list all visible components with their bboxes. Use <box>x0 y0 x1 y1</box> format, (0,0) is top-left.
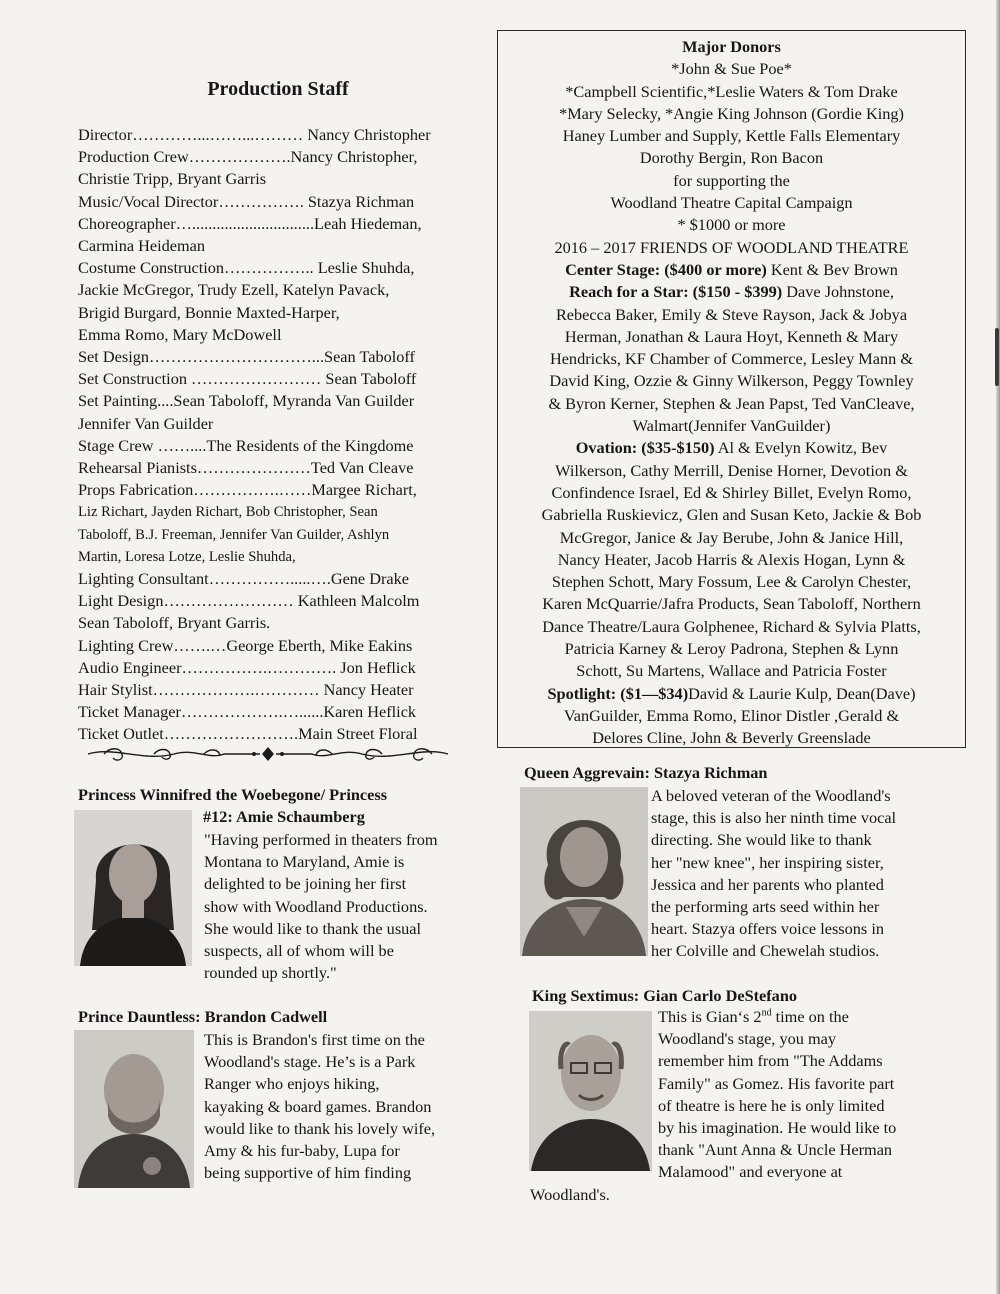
donors-line: Schott, Su Martens, Wallace and Patricia Foster <box>576 661 887 681</box>
bio-heading-sextimus: King Sextimus: Gian Carlo DeStefano <box>532 986 798 1005</box>
staff-line: Ticket Manager……………….…......Karen Heflick <box>78 702 417 722</box>
staff-line: Liz Richart, Jayden Richart, Bob Christopher, Sean <box>78 504 378 521</box>
donors-line: Gabriella Ruskievicz, Glen and Susan Keto, Jackie & Bob <box>541 505 922 525</box>
staff-line: Jackie McGregor, Trudy Ezell, Katelyn Pavack, <box>78 280 390 300</box>
staff-line: Music/Vocal Director……………. Stazya Richman <box>78 191 415 211</box>
bio-line: Malamood" and everyone at <box>658 1162 843 1182</box>
donors-line: *Campbell Scientific,*Leslie Waters & Tom Drake <box>565 81 898 101</box>
staff-line: Director…………...……...……… Nancy Christopher <box>78 125 431 144</box>
staff-line: Christie Tripp, Bryant Garris <box>78 169 267 189</box>
bio-line: her "new knee", her inspiring sister, <box>651 852 884 872</box>
staff-line: Choreographer…..............................Leah Hiedeman, <box>78 213 422 233</box>
donors-line: Walmart(Jennifer VanGuilder) <box>632 416 831 436</box>
headshot-stazya-richman <box>520 787 648 956</box>
ornament-divider <box>84 742 452 766</box>
bio-heading-winnifred-name: #12: Amie Schaumberg <box>203 807 365 826</box>
major-donors-box <box>497 30 966 748</box>
staff-line: Light Design…………………… Kathleen Malcolm <box>78 591 420 611</box>
bio-line: This is Gian‘s 2nd time on the <box>658 1007 849 1026</box>
ovation-tier: Ovation: ($35-$150) Al & Evelyn Kowitz, Bev <box>575 438 888 458</box>
bio-text-winnifred <box>204 829 438 984</box>
staff-line: Audio Engineer…………….…………. Jon Heflick <box>78 657 416 677</box>
bio-line: Family" as Gomez. His favorite part <box>658 1073 895 1093</box>
donors-line: VanGuilder, Emma Romo, Elinor Distler ,Gerald & <box>563 705 900 725</box>
donors-line: Nancy Heater, Jacob Harris & Alexis Hogan, Lynn & <box>557 549 906 569</box>
binding-mark <box>995 328 999 386</box>
bio-text-aggrevain <box>651 785 896 963</box>
bio-line: Woodland's. <box>530 1185 610 1204</box>
donors-line: Confindence Israel, Ed & Shirley Billet, Evelyn Romo, <box>551 482 912 502</box>
reach-star-tier: Reach for a Star: ($150 - $399) Dave Johnstone, <box>569 282 894 302</box>
tier-label: Spotlight: ($1—$34) <box>547 683 689 703</box>
headshot-amie-schaumberg <box>74 810 192 966</box>
staff-line: Set Construction …………………… Sean Taboloff <box>78 369 417 389</box>
donors-line: David King, Ozzie & Ginny Wilkerson, Peggy Townley <box>549 371 914 391</box>
staff-line: Production Crew……………….Nancy Christopher, <box>78 147 418 167</box>
headshot-gian-carlo-destefano <box>529 1011 652 1171</box>
donors-line: Woodland Theatre Capital Campaign <box>610 193 853 213</box>
staff-line: Jennifer Van Guilder <box>78 413 214 433</box>
staff-line: Taboloff, B.J. Freeman, Jennifer Van Guilder, Ashlyn <box>78 526 390 543</box>
bio-line: remember him from "The Addams <box>658 1051 883 1071</box>
bio-line: kayaking & board games. Brandon <box>204 1096 432 1116</box>
bio-line: suspects, all of whom will be <box>204 941 394 961</box>
donors-line: Dorothy Bergin, Ron Bacon <box>639 148 824 168</box>
staff-line: Rehearsal Pianists…………………Ted Van Cleave <box>78 458 414 478</box>
page-edge <box>996 0 1000 1294</box>
donors-line: Stephen Schott, Mary Fossum, Lee & Carolyn Chester, <box>551 572 912 592</box>
headshot-brandon-cadwell <box>74 1030 194 1188</box>
bio-heading-aggrevain: Queen Aggrevain: Stazya Richman <box>524 763 768 782</box>
staff-line: Set Painting....Sean Taboloff, Myranda Van Guilder <box>78 391 415 411</box>
bio-line: the performing arts seed within her <box>651 897 880 917</box>
production-staff-list <box>78 124 480 746</box>
staff-line: Carmina Heideman <box>78 236 206 256</box>
bio-line: stage, this is also her ninth time vocal <box>651 808 897 828</box>
tier-label: Reach for a Star: ($150 - $399) <box>569 282 783 302</box>
staff-line: Stage Crew ……....The Residents of the Kingdome <box>78 435 414 455</box>
tier-label: Center Stage: ($400 or more) <box>565 259 767 279</box>
staff-line: Sean Taboloff, Bryant Garris. <box>78 613 271 633</box>
bio-line: rounded up shortly." <box>204 963 337 983</box>
production-staff-title: Production Staff <box>207 78 349 100</box>
bio-text-sextimus <box>658 1006 896 1184</box>
donors-line: McGregor, Janice & Jay Berube, John & Janice Hill, <box>559 527 904 547</box>
bio-line: Montana to Maryland, Amie is <box>204 852 405 872</box>
staff-line: Lighting Consultant…………….....….Gene Drake <box>78 569 410 589</box>
donors-line: Haney Lumber and Supply, Kettle Falls Elementary <box>562 126 901 146</box>
bio-line: Woodland's stage. He’s is a Park <box>204 1052 416 1072</box>
donors-line: * $1000 or more <box>677 215 786 235</box>
bio-line: Ranger who enjoys hiking, <box>204 1074 380 1094</box>
bio-line: of theatre is here he is only limited <box>658 1095 885 1115</box>
donors-line: *Mary Selecky, *Angie King Johnson (Gordie King) <box>559 103 904 123</box>
staff-line: Emma Romo, Mary McDowell <box>78 324 282 344</box>
bio-line: being supportive of him finding <box>204 1163 412 1183</box>
donors-line: *John & Sue Poe* <box>671 59 792 79</box>
bio-line: thank "Aunt Anna & Uncle Herman <box>658 1140 893 1160</box>
staff-line: Brigid Burgard, Bonnie Maxted-Harper, <box>78 302 340 322</box>
staff-line: Props Fabrication…………….……Margee Richart, <box>78 480 417 500</box>
bio-text-sextimus-tail <box>530 1184 610 1206</box>
bio-line: heart. Stazya offers voice lessons in <box>651 919 884 939</box>
donors-line: for supporting the <box>673 170 790 190</box>
friends-heading: 2016 – 2017 FRIENDS OF WOODLAND THEATRE <box>554 237 909 257</box>
bio-line: directing. She would like to thank <box>651 830 872 850</box>
center-stage-tier: Center Stage: ($400 or more) Kent & Bev Brown <box>565 259 898 279</box>
bio-text-dauntless <box>204 1029 435 1184</box>
staff-line: Martin, Loresa Lotze, Leslie Shuhda, <box>78 548 296 565</box>
donors-line: & Byron Kerner, Stephen & Jean Papst, Ted VanCleave, <box>548 393 915 413</box>
bio-line: delighted to be joining her first <box>204 874 407 894</box>
bio-line: Woodland's stage, you may <box>658 1029 836 1049</box>
bio-line: Jessica and her parents who planted <box>651 874 884 894</box>
bio-line: A beloved veteran of the Woodland's <box>651 786 891 805</box>
spotlight-tier: Spotlight: ($1—$34)David & Laurie Kulp, Dean(Dave) <box>547 683 916 703</box>
staff-line: Hair Stylist……………….………… Nancy Heater <box>78 680 414 700</box>
bio-line: her Colville and Chewelah studios. <box>651 941 880 961</box>
staff-line: Costume Construction…………….. Leslie Shuhda, <box>78 258 415 278</box>
bio-line: show with Woodland Productions. <box>204 896 428 916</box>
bio-line: would like to thank his lovely wife, <box>204 1118 436 1138</box>
bio-line: Amy & his fur-baby, Lupa for <box>204 1141 400 1161</box>
donors-line: Herman, Jonathan & Laura Hoyt, Kenneth & Mary <box>564 326 899 346</box>
bio-heading-dauntless: Prince Dauntless: Brandon Cadwell <box>78 1007 328 1026</box>
donors-line: Rebecca Baker, Emily & Steve Rayson, Jack & Jobya <box>555 304 908 324</box>
bio-heading-winnifred: Princess Winnifred the Woebegone/ Princess <box>78 785 388 804</box>
donors-line: Dance Theatre/Laura Golphenee, Richard & Sylvia Platts, <box>542 616 921 636</box>
bio-line: She would like to thank the usual <box>204 918 422 938</box>
bio-line: by his imagination. He would like to <box>658 1118 897 1138</box>
donors-title: Major Donors <box>682 37 781 56</box>
donors-line: Delores Cline, John & Beverly Greenslade <box>592 728 871 748</box>
donors-line: Karen McQuarrie/Jafra Products, Sean Taboloff, Northern <box>542 594 921 614</box>
tier-label: Ovation: ($35-$150) <box>575 438 715 458</box>
staff-line: Set Design…………………………...Sean Taboloff <box>78 347 415 367</box>
bio-line: This is Brandon's first time on the <box>204 1030 425 1049</box>
staff-line: Lighting Crew…….…George Eberth, Mike Eakins <box>78 635 413 655</box>
bio-line: "Having performed in theaters from <box>204 830 438 849</box>
donors-line: Patricia Karney & Leroy Padrona, Stephen & Lynn <box>564 639 899 659</box>
donors-line: Wilkerson, Cathy Merrill, Denise Horner, Devotion & <box>555 460 908 480</box>
donors-line: Hendricks, KF Chamber of Commerce, Lesley Mann & <box>549 349 914 369</box>
staff-line: Ticket Outlet…………………….Main Street Floral <box>78 724 418 744</box>
